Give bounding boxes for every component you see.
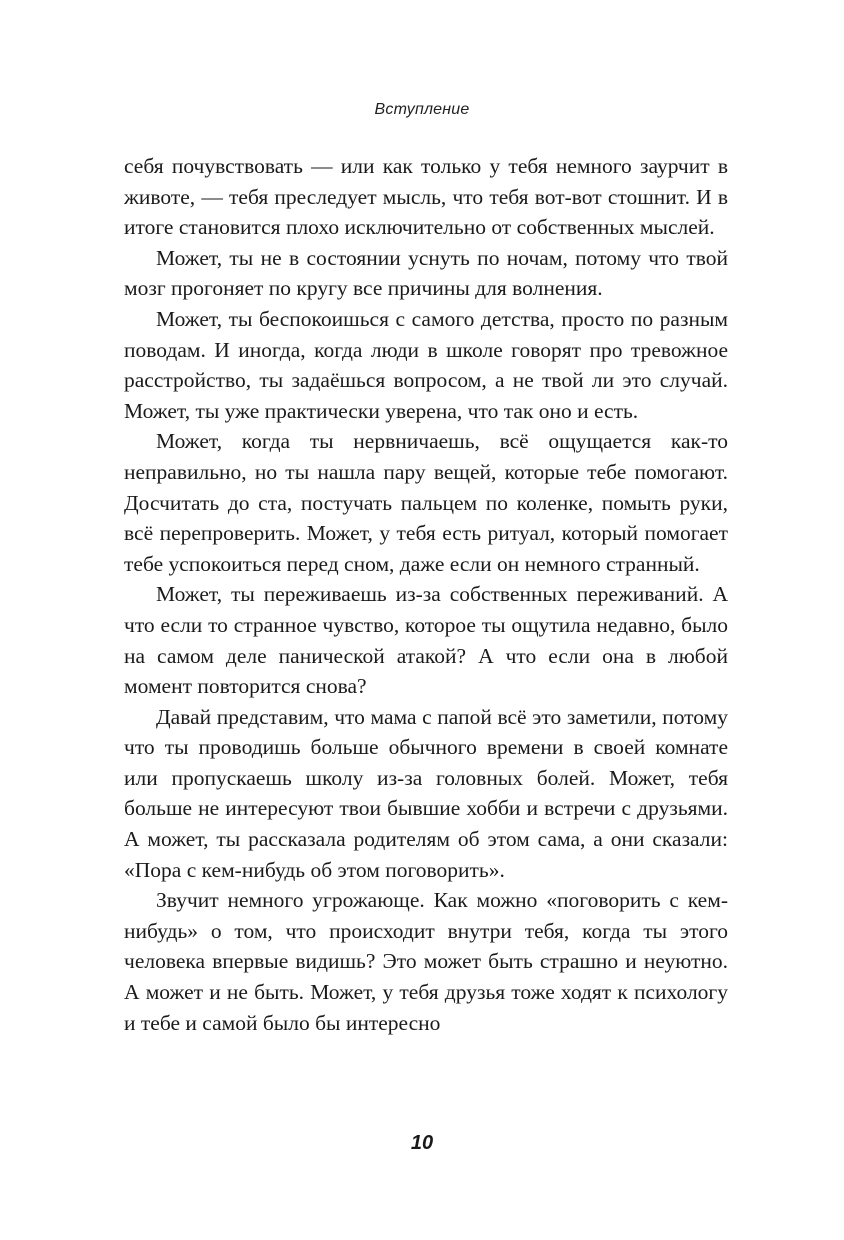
page-number: 10	[410, 1132, 434, 1154]
paragraph: Может, ты не в состоянии уснуть по ночам, потому что твой мозг прогоняет по кругу все причины для волнения.	[124, 245, 728, 301]
paragraph: Может, когда ты нервничаешь, всё ощущается как-то неправильно, но ты нашла пару вещей, которые тебе помогают. Досчитать до ста, постучать пальцем по коленке, помыть руки, всё перепроверить. Может, у тебя есть ритуал, который помогает тебе успокоиться перед сном, даже если он немного странный.	[124, 429, 728, 576]
paragraph: Звучит немного угрожающе. Как можно «поговорить с кем-нибудь» о том, что происходит внутри тебя, когда ты этого человека впервые видишь? Это может быть страшно и неуютно. А может и не быть. Может, у тебя друзья тоже ходят к психологу и тебе и самой было бы интересно	[124, 888, 728, 1035]
body-text	[124, 151, 728, 1038]
paragraph: себя почувствовать — или как только у тебя немного заурчит в животе, — тебя преследует мысль, что тебя вот-вот стошнит. И в итоге становится плохо исключительно от собственных мыслей.	[124, 154, 728, 240]
paragraph: Может, ты переживаешь из-за собственных переживаний. А что если то странное чувство, которое ты ощутила недавно, было на самом деле панической атакой? А что если она в любой момент повторится снова?	[124, 582, 728, 699]
paragraph: Давай представим, что мама с папой всё это заметили, потому что ты проводишь больше обычного времени в своей комнате или пропускаешь школу из-за головных болей. Может, тебя больше не интересуют твои бывшие хобби и встречи с друзьями. А может, ты рассказала родителям об этом сама, а они сказали: «Пора с кем-нибудь об этом поговорить».	[124, 704, 728, 882]
running-head: Вступление	[374, 101, 470, 118]
paragraph: Может, ты беспокоишься с самого детства, просто по разным поводам. И иногда, когда люди в школе говорят про тревожное расстройство, ты задаёшься вопросом, а не твой ли это случай. Может, ты уже практически уверена, что так оно и есть.	[124, 306, 728, 423]
